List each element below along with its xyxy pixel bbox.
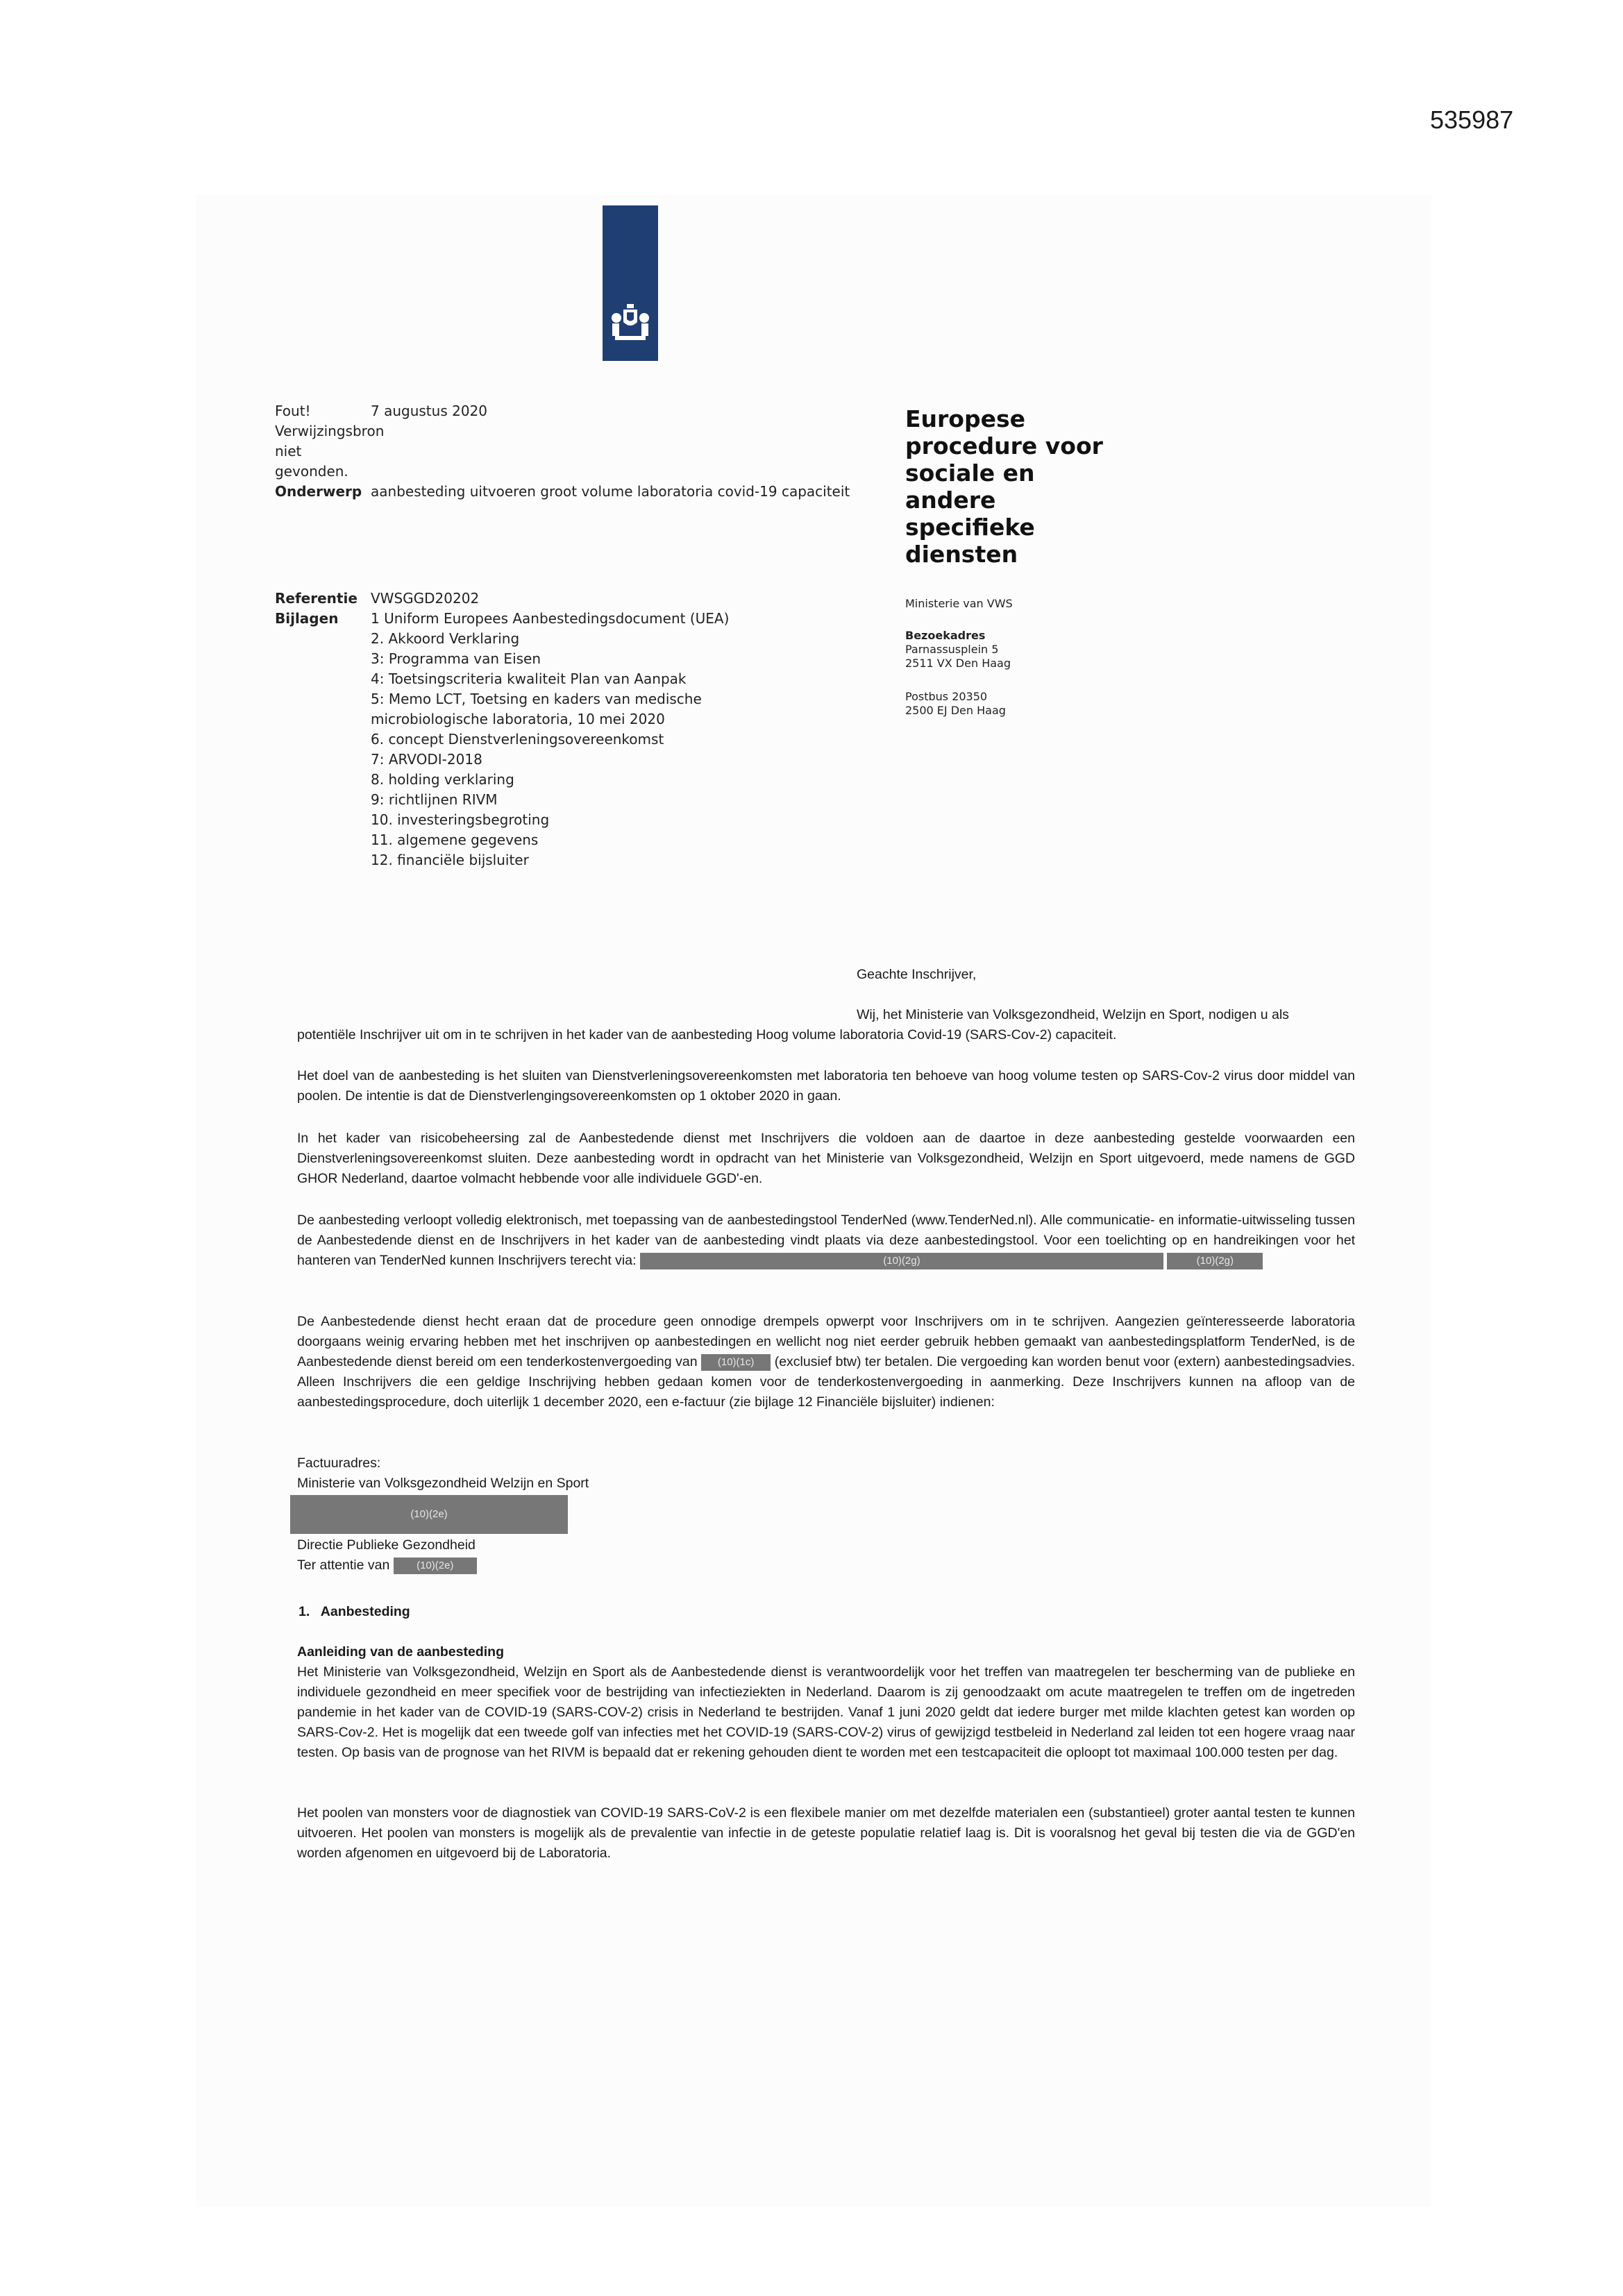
factuur-attention bbox=[297, 1555, 477, 1576]
rijksoverheid-logo bbox=[603, 205, 658, 361]
paragraph-risicobeheersing: In het kader van risicobeheersing zal de Aanbestedende dienst met Inschrijvers die voldoen aan de daartoe in deze aanbesteding gestelde voorwaarden een Dienstverleningsovereenkomst sluiten. Deze aanbesteding wordt in opdracht van het Ministerie van Volksgezondheid, Welzijn en Sport uitgevoerd, mede namens de GGD GHOR Nederland, daartoe volmacht hebbende voor alle individuele GGD'-en. bbox=[297, 1131, 1355, 1186]
tenderkosten-text-b: (exclusief btw) ter betalen. Die vergoeding kan worden benut voor (extern) aanbestedingsadvies. Alleen Inschrijvers die een geldige Inschrijving hebben gedaan komen voor de tenderkostenvergoeding in aanmerking. Deze Inschrijvers kunnen na afloop van de aanbestedingsprocedure, doch uiterlijk 1 december 2020, een e-factuur (zie bijlage 12 Financiële bijsluiter) indienen: bbox=[297, 1354, 1355, 1410]
coat-of-arms-icon bbox=[608, 303, 653, 344]
bijlage-item: 7: ARVODI-2018 bbox=[371, 751, 482, 768]
redaction-box: (10)(2e) bbox=[394, 1558, 477, 1574]
paragraph-intro-indent: Wij, het Ministerie van Volksgezondheid, Welzijn en Sport, nodigen u als bbox=[857, 1007, 1289, 1022]
bijlage-item: 1 Uniform Europees Aanbestedingsdocument (UEA) bbox=[371, 610, 730, 627]
paragraph-intro-rest: potentiële Inschrijver uit om in te schrijven in het kader van de aanbesteding Hoog volume laboratoria Covid-19 (SARS-Cov-2) capaciteit. bbox=[297, 1027, 1117, 1043]
tenderned-text: De aanbesteding verloopt volledig elektronisch, met toepassing van de aanbestedingstool TenderNed (www.TenderNed.nl). Alle communicatie- en informatie-uitwisseling tussen de Aanbestedende dienst en de Inschrijvers in het kader van de aanbesteding vindt plaats via deze aanbestedingstool. Voor een toelichting op en handreikingen voor het hanteren van TenderNed kunnen Inschrijvers terecht via: bbox=[297, 1213, 1355, 1268]
paragraph-doel: Het doel van de aanbesteding is het sluiten van Dienstverleningsovereenkomsten met laboratoria ten behoeve van hoog volume testen op SARS-Cov-2 virus door middel van poolen. De intentie is dat de Dienstverlengingsovereenkomsten op 1 oktober 2020 in gaan. bbox=[297, 1068, 1355, 1104]
redaction-box: (10)(2g) bbox=[1167, 1253, 1263, 1269]
fout-label: Fout! Verwijzingsbron niet gevonden. bbox=[275, 403, 385, 480]
factuur-label: Factuuradres: bbox=[297, 1455, 381, 1471]
bijlage-item: 2. Akkoord Verklaring bbox=[371, 630, 520, 647]
bijlage-item: 10. investeringsbegroting bbox=[371, 811, 550, 828]
postbus-line1: Postbus 20350 bbox=[905, 690, 988, 703]
onderwerp-value: aanbesteding uitvoeren groot volume laboratoria covid-19 capaciteit bbox=[371, 483, 850, 500]
tenderkosten-text-a: De Aanbestedende dienst hecht eraan dat de procedure geen onnodige drempels opwerpt voor Inschrijvers om in te schrijven. Aangezien geïnteresseerde laboratoria doorgaans weinig ervaring hebben met het inschrijven op aanbestedingen en wellicht nog niet eerder gebruik hebben gemaakt van aanbestedingsplatform TenderNed, is de Aanbestedende dienst bereid om een tenderkostenvergoeding van bbox=[297, 1314, 1355, 1369]
paragraph-tenderkosten bbox=[297, 1312, 1355, 1412]
bijlage-item: 5: Memo LCT, Toetsing en kaders van medische microbiologische laboratoria, 10 mei 2020 bbox=[371, 691, 702, 727]
section-heading: 1. Aanbesteding bbox=[298, 1604, 410, 1619]
salutation: Geachte Inschrijver, bbox=[857, 967, 977, 982]
paragraph-poolen: Het poolen van monsters voor de diagnostiek van COVID-19 SARS-CoV-2 is een flexibele manier om met dezelfde materialen een (substantieel) groter aantal testen te kunnen uitvoeren. Het poolen van monsters is mogelijk als de prevalentie van infectie in de geteste populatie relatief laag is. Dit is vooralsnog het geval bij testen die via de GGD'en worden afgenomen en uitgevoerd bij de Laboratoria. bbox=[297, 1805, 1355, 1861]
bijlagen-list bbox=[371, 609, 815, 870]
bijlage-item: 6. concept Dienstverleningsovereenkomst bbox=[371, 731, 664, 748]
bezoekadres-line1: Parnassusplein 5 bbox=[905, 643, 999, 656]
onderwerp-label: Onderwerp bbox=[275, 483, 362, 500]
bijlage-item: 11. algemene gegevens bbox=[371, 832, 539, 848]
redaction-box: (10)(2g) bbox=[640, 1253, 1163, 1269]
referentie-label: Referentie bbox=[275, 590, 358, 607]
sidebar-org: Ministerie van VWS bbox=[905, 597, 1013, 610]
bijlage-item: 4: Toetsingscriteria kwaliteit Plan van Aanpak bbox=[371, 670, 687, 687]
bijlage-item: 9: richtlijnen RIVM bbox=[371, 791, 498, 808]
subheading: Aanleiding van de aanbesteding bbox=[297, 1644, 504, 1660]
bijlage-item: 3: Programma van Eisen bbox=[371, 650, 541, 667]
postbus-line2: 2500 EJ Den Haag bbox=[905, 704, 1006, 717]
bezoekadres-label: Bezoekadres bbox=[905, 629, 986, 642]
paragraph-aanleiding: Het Ministerie van Volksgezondheid, Welzijn en Sport als de Aanbestedende dienst is verantwoordelijk voor het treffen van maatregelen ter bescherming van de publieke en individuele gezondheid en meer specifiek voor de bestrijding van infectieziekten in Nederland. Daarom is zij genoodzaakt om acute maatregelen te treffen om de ingetreden pandemie in het kader van de COVID-19 (SARS-COV-2) crisis in Nederland te bestrijden. Vanaf 1 juni 2020 geldt dat iedere burger met milde klachten getest kan worden op SARS-Cov-2. Het is mogelijk dat een tweede golf van infecties met het COVID-19 (SARS-COV-2) virus of gewijzigd testbeleid in Nederland zal leiden tot een hogere vraag naar testen. Op basis van de prognose van het RIVM is bepaald dat er rekening gehouden dient te worden met een testcapaciteit die oploopt tot maximaal 100.000 testen per dag. bbox=[297, 1664, 1355, 1760]
bezoekadres-line2: 2511 VX Den Haag bbox=[905, 657, 1011, 670]
bijlage-item: 8. holding verklaring bbox=[371, 771, 514, 788]
bijlage-item: 12. financiële bijsluiter bbox=[371, 852, 529, 868]
document-number: 535987 bbox=[1430, 105, 1514, 134]
attention-label: Ter attentie van bbox=[297, 1558, 390, 1573]
referentie-value: VWSGGD20202 bbox=[371, 590, 480, 607]
factuur-org: Ministerie van Volksgezondheid Welzijn en Sport bbox=[297, 1476, 589, 1491]
redaction-box: (10)(2e) bbox=[290, 1495, 568, 1534]
redaction-box: (10)(1c) bbox=[701, 1354, 771, 1371]
document-title: Europese procedure voor sociale en andere specifieke diensten bbox=[905, 405, 1103, 568]
factuur-dept: Directie Publieke Gezondheid bbox=[297, 1537, 476, 1553]
letter-date: 7 augustus 2020 bbox=[371, 403, 487, 419]
paragraph-tenderned bbox=[297, 1210, 1355, 1271]
bijlagen-label: Bijlagen bbox=[275, 610, 339, 627]
